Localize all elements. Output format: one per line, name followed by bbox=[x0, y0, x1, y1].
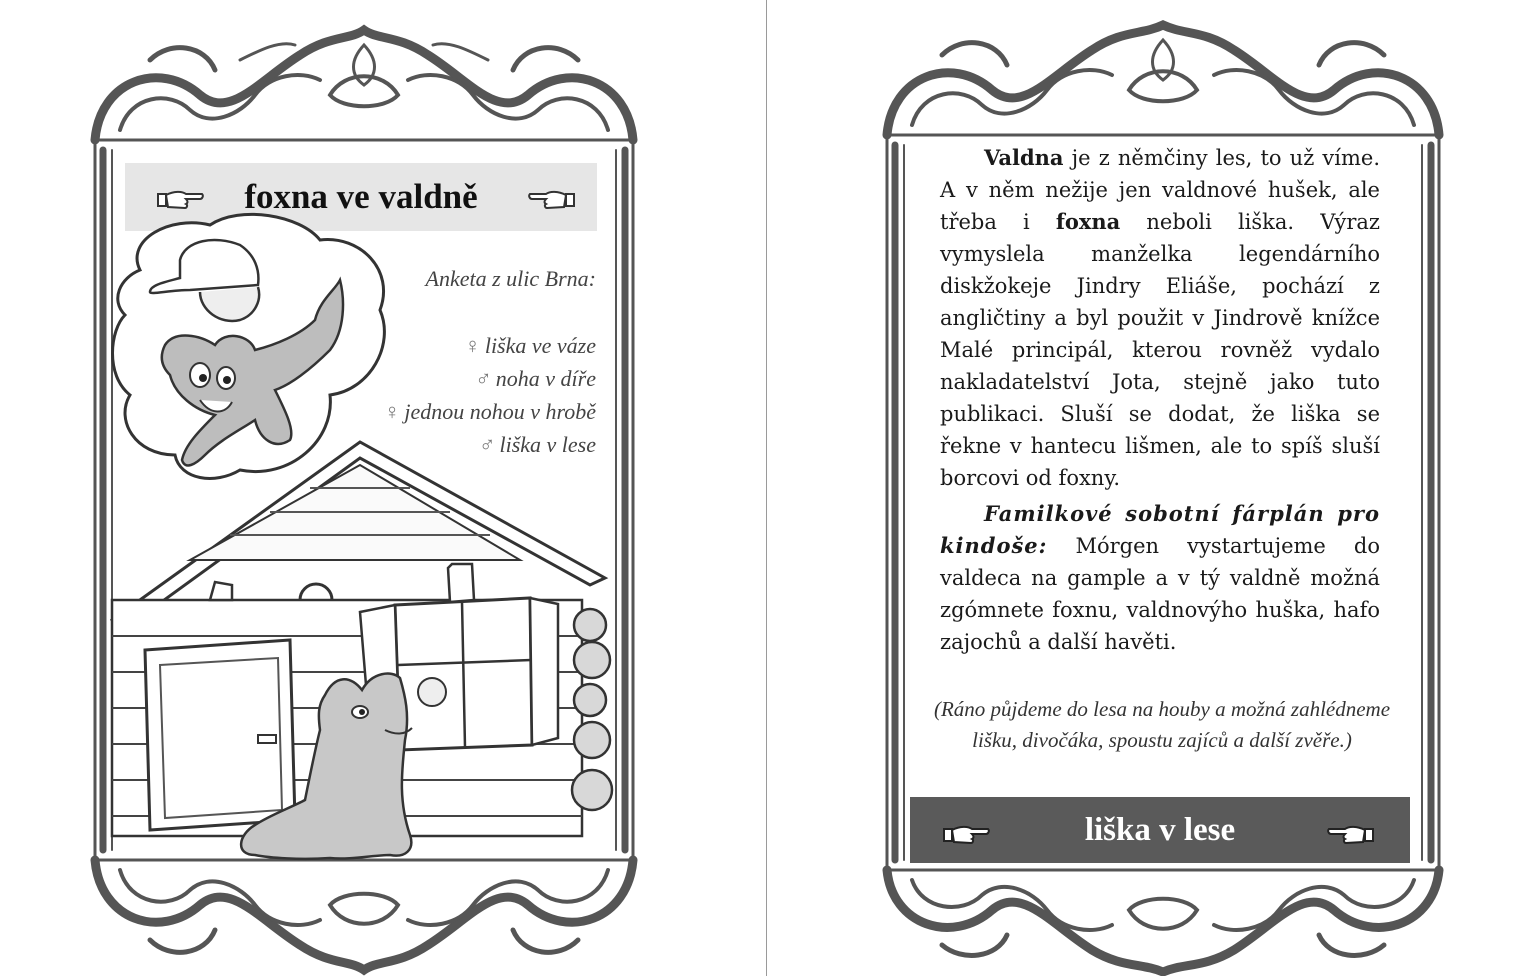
page-title: foxna ve valdně bbox=[244, 177, 478, 216]
paragraph-slang: Familkové sobotní fárplán pro kindoše: Mórgen vystartujeme do valdeca na gample a v tý valdně možná zgómnete foxnu, valdnovýho huška, hafo zajochů a další havěti. bbox=[940, 501, 1380, 654]
survey-item: ♀ liška ve váze bbox=[464, 333, 596, 358]
paragraph-intro: Valdna je z němčiny les, to už víme. A v něm nežije jen valdnové hušek, ale třeba i foxna neboli liška. Výraz vymyslela manželka legendárního diskžokeje Jindry Eliáše, pochází z angličtiny a byl použit v Jindrově knížce Malé principál, kterou rovněž vydalo nakladatelství Jota, stejně jako tuto publikaci. Sluší se dodat, že liška se řekne v hantecu lišmen, ale to spíš sluší borcovi od foxny. bbox=[940, 145, 1380, 490]
illustration-cabin-fox bbox=[0, 0, 766, 976]
survey-item: ♀ jednou nohou v hrobě bbox=[383, 399, 596, 424]
male-symbol: ♂ bbox=[475, 366, 492, 391]
female-symbol: ♀ bbox=[464, 333, 481, 358]
survey-item: ♂ noha v díře bbox=[475, 366, 596, 391]
pointing-hand-icon bbox=[942, 821, 990, 847]
female-symbol: ♀ bbox=[383, 399, 401, 424]
pointing-hand-icon bbox=[1327, 821, 1375, 847]
survey bbox=[384, 262, 596, 461]
male-symbol: ♂ bbox=[478, 432, 496, 457]
survey-item: ♂ liška v lese bbox=[478, 432, 596, 457]
right-page bbox=[767, 0, 1533, 976]
bottom-title: liška v lese bbox=[1084, 811, 1236, 848]
left-page bbox=[0, 0, 766, 976]
translation-note: (Ráno půjdeme do lesa na houby a možná zahlédneme lišku, divočáka, spoustu zajíců a další zvěře.) bbox=[933, 697, 1391, 752]
survey-heading: Anketa z ulic Brna: bbox=[425, 266, 596, 291]
